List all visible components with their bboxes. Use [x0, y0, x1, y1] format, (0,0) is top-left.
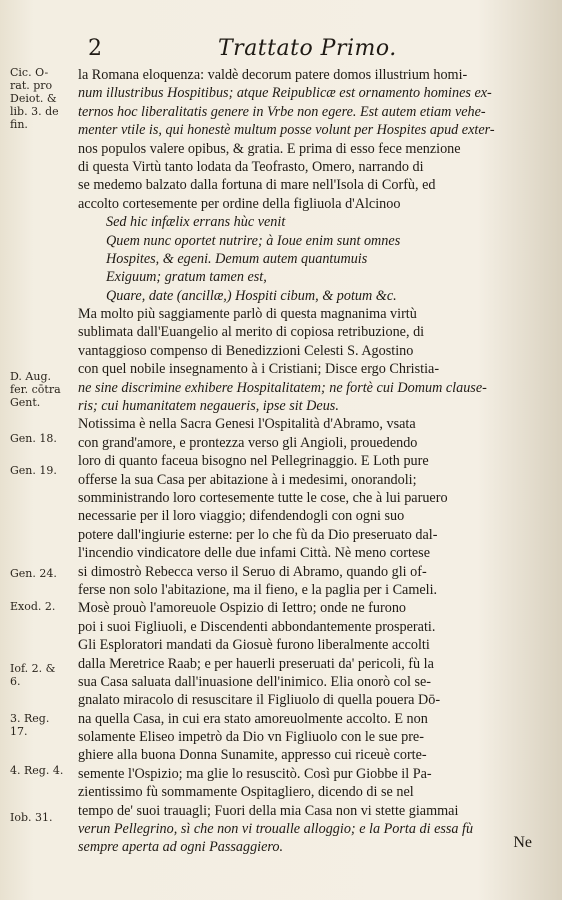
margin-note-line: 17.: [10, 725, 28, 738]
margin-note-line: Cic. O-: [10, 66, 49, 79]
text-line: dalla Meretrice Raab; e per hauerli preseruati da' pericoli, fù la: [78, 655, 434, 672]
margin-note: [10, 662, 72, 688]
text-line: Quare, date (ancillæ,) Hospiti cibum, & potum &c.: [106, 287, 397, 304]
catchword: Ne: [513, 834, 532, 851]
margin-note: [10, 370, 72, 409]
margin-note-line: 4. Reg. 4.: [10, 764, 64, 777]
text-line: sublimata dall'Euangelio al merito di copiosa retribuzione, di: [78, 324, 425, 341]
text-line: Ma molto più saggiamente parlò di questa magnanima virtù: [78, 306, 417, 323]
text-line: ternos hoc liberalitatis genere in Vrbe non egere. Est autem etiam vehe-: [78, 103, 486, 120]
text-line: ne sine discrimine exhibere Hospitalitatem; ne fortè cui Domum clause-: [78, 379, 487, 396]
margin-note-line: fer. cōtra: [10, 383, 61, 396]
text-line: di questa Virtù tanto lodata da Teofrasto, Omero, narrando di: [78, 158, 424, 175]
text-line: Gli Esploratori mandati da Giosuè furono liberalmente accolti: [78, 637, 430, 654]
margin-note-line: Gen. 24.: [10, 567, 57, 580]
margin-note-line: fin.: [10, 118, 28, 131]
text-line: poi i suoi Figliuoli, e Discendenti abbondantemente prosperati.: [78, 618, 436, 635]
text-line: ghiere alla buona Donna Sunamite, appresso cui riceuè corte-: [78, 747, 427, 764]
text-line: loro di quanto faceua bisogno nel Pellegrinaggio. E Loth pure: [78, 453, 429, 470]
margin-note: [10, 432, 72, 445]
margin-note-line: Gen. 18.: [10, 432, 57, 445]
margin-note-line: 6.: [10, 675, 21, 688]
text-line: con grand'amore, e prontezza verso gli Angioli, prouedendo: [78, 434, 418, 451]
margin-note: [10, 712, 72, 738]
text-line: semente l'Ospizio; ma glie lo resuscitò. Così pur Giobbe il Pa-: [78, 765, 432, 782]
margin-note-line: rat. pro: [10, 79, 53, 92]
text-line: num illustribus Hospitibus; atque Reipublicæ est ornamento homines ex-: [78, 85, 492, 102]
text-line: menter vtile is, qui honestè multum posse volunt per Hospites apud exter-: [78, 122, 495, 139]
margin-note-line: lib. 3. de: [10, 105, 59, 118]
margin-note: [10, 66, 72, 131]
text-line: somministrando loro cortesemente tutte le cose, che à lui paruero: [78, 489, 448, 506]
text-line: zientissimo fù sommamente Ospitagliero, dicendo di se nel: [78, 784, 414, 801]
margin-note: [10, 464, 72, 477]
margin-note-line: Gen. 19.: [10, 464, 57, 477]
text-line: Exiguum; gratum tamen est,: [106, 269, 267, 286]
margin-note-line: 3. Reg.: [10, 712, 50, 725]
text-line: nos populos valere opibus, & gratia. E prima di esso fece menzione: [78, 140, 461, 157]
text-line: la Romana eloquenza: valdè decorum patere domos illustrium homi-: [78, 67, 468, 83]
text-line: sua Casa saluata dall'inuasione dell'inimico. Elia onorò col se-: [78, 673, 432, 690]
text-line: Hospites, & egeni. Demum autem quantumuis: [106, 250, 368, 267]
text-line: sempre aperta ad ogni Passaggiero.: [78, 839, 284, 856]
margin-note-line: Iob. 31.: [10, 811, 53, 824]
margin-note-line: Exod. 2.: [10, 600, 56, 613]
text-line: Mosè prouò l'amoreuole Ospizio di Iettro; onde ne furono: [78, 600, 407, 617]
text-line: accolto cortesemente per ordine della figliuola d'Alcinoo: [78, 195, 401, 212]
text-line: necessarie per il loro viaggio; difendendogli con ogni suo: [78, 508, 405, 525]
text-line: ris; cui humanitatem negaueris, ipse sit Deus.: [78, 398, 339, 415]
text-line: gnalato miracolo di resuscitare il Figliuolo di quella pouera Dō-: [78, 692, 441, 709]
margin-note: [10, 764, 72, 777]
margin-note-line: Gent.: [10, 396, 41, 409]
text-line: Sed hic infælix errans hùc venit: [106, 214, 286, 231]
text-line: si dimostrò Rebecca verso il Seruo di Abramo, quando gli of-: [78, 563, 427, 580]
text-line: ferse non solo l'abitazione, ma il fieno, e la paglia per i Cameli.: [78, 581, 438, 598]
body-text: [78, 66, 540, 857]
text-line: Notissima è nella Sacra Genesi l'Ospitalità d'Abramo, vsata: [78, 416, 416, 433]
text-line: verun Pellegrino, sì che non vi troualle alloggio; e la Porta di essa fù: [78, 821, 474, 838]
text-line: se medemo balzato dalla fortuna di mare nell'Isola di Corfù, ed: [78, 177, 436, 194]
text-line: vantaggioso compenso di Benedizzioni Celesti S. Agostino: [78, 342, 414, 359]
page-number: 2: [88, 36, 103, 61]
text-line: l'incendio vindicatore delle due infami Città. Nè meno cortese: [78, 545, 430, 562]
text-line: potere dall'ingiurie esterne: per lo che fù da Dio preseruato dal-: [78, 526, 438, 543]
text-line: na quella Casa, in cui era stato amoreuolmente accolto. E non: [78, 710, 428, 727]
margin-note: [10, 600, 72, 613]
margin-note: [10, 567, 72, 580]
text-line: con quel nobile insegnamento à i Cristiani; Disce ergo Christia-: [78, 361, 440, 378]
text-line: offerse la sua Casa per abitazione à i medesimi, onorandoli;: [78, 471, 417, 488]
margin-note-line: Iof. 2. &: [10, 662, 56, 675]
margin-note-line: D. Aug.: [10, 370, 51, 383]
text-line: solamente Eliseo impetrò da Dio vn Figliuolo con le sue pre-: [78, 729, 424, 746]
margin-note: [10, 811, 72, 824]
margin-note-line: Deiot. &: [10, 92, 57, 105]
text-line: tempo de' suoi trauagli; Fuori della mia Casa non vi stette giammai: [78, 802, 459, 819]
running-title: Trattato Primo.: [218, 36, 397, 61]
text-line: Quem nunc oportet nutrire; à Ioue enim sunt omnes: [106, 232, 401, 249]
